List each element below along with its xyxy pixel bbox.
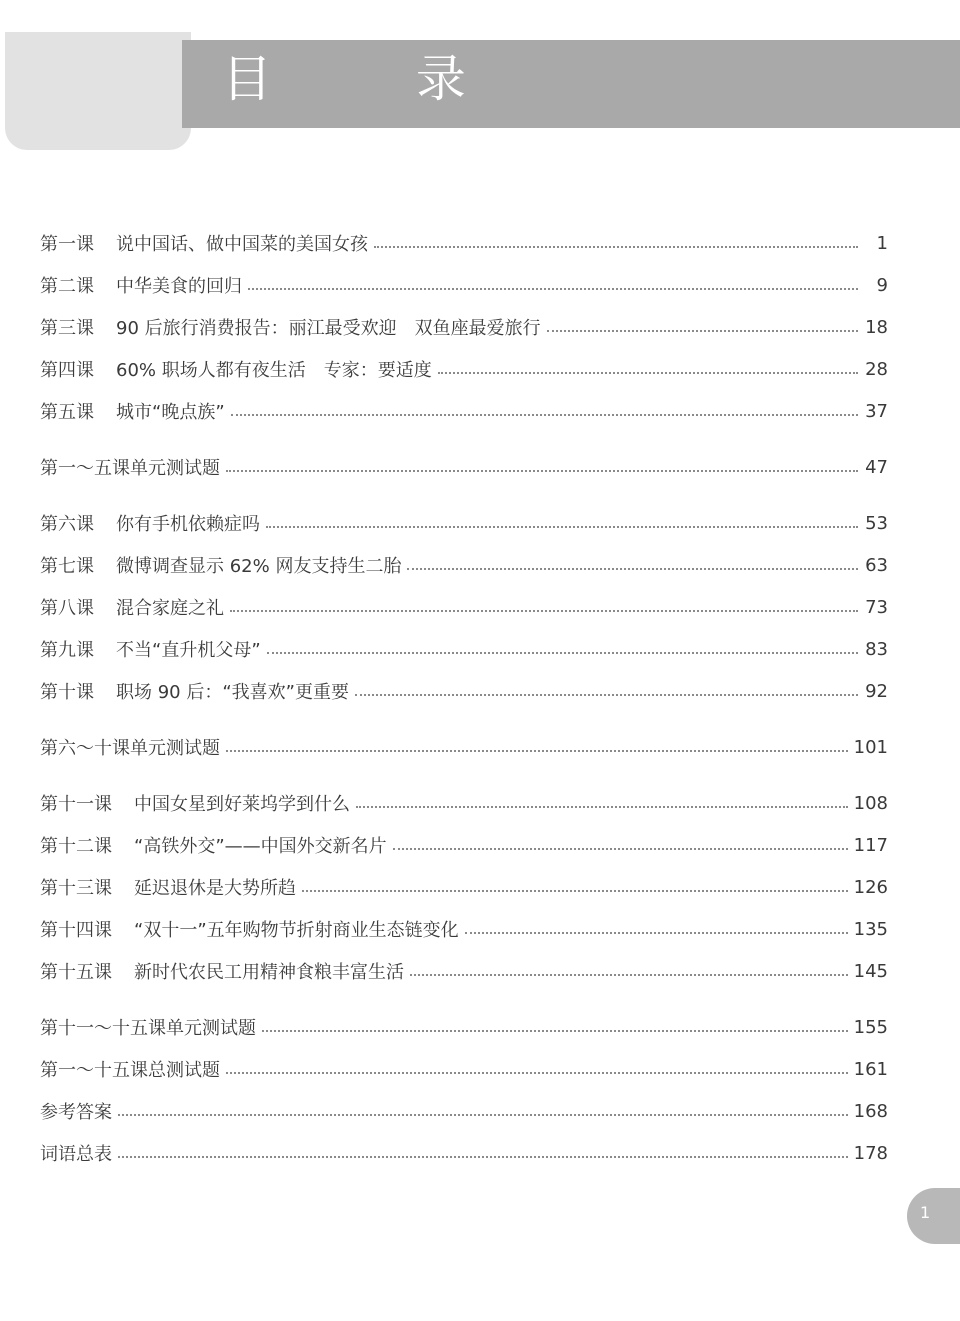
entry-title: 混合家庭之礼 bbox=[116, 598, 224, 619]
dot-leader bbox=[267, 652, 858, 654]
dot-leader bbox=[393, 848, 848, 850]
entry-title: “高铁外交”——中国外交新名片 bbox=[134, 836, 387, 857]
entry-page-number: 145 bbox=[853, 960, 888, 982]
lesson-number: 第五课 bbox=[40, 402, 94, 423]
entry-title: 城市“晚点族” bbox=[116, 402, 225, 423]
page-title: 目 录 bbox=[222, 50, 530, 108]
entry-title: 参考答案 bbox=[40, 1102, 112, 1123]
dot-leader bbox=[547, 330, 858, 332]
entry-title: 第十一～十五课单元测试题 bbox=[40, 1018, 256, 1039]
entry-title: “双十一”五年购物节折射商业生态链变化 bbox=[134, 920, 459, 941]
entry-title: 60% 职场人都有夜生活 专家：要适度 bbox=[116, 360, 432, 381]
entry-title: 中华美食的回归 bbox=[116, 276, 242, 297]
lesson-number: 第九课 bbox=[40, 640, 94, 661]
toc-entry[interactable] bbox=[40, 550, 888, 580]
entry-page-number: 161 bbox=[853, 1058, 888, 1080]
lesson-number: 第十二课 bbox=[40, 836, 112, 857]
entry-page-number: 28 bbox=[865, 358, 888, 380]
dot-leader bbox=[118, 1156, 848, 1158]
entry-page-number: 47 bbox=[865, 456, 888, 478]
entry-page-number: 1 bbox=[876, 232, 888, 254]
lesson-number: 第十一课 bbox=[40, 794, 112, 815]
entry-page-number: 83 bbox=[865, 638, 888, 660]
toc-entry[interactable] bbox=[40, 396, 888, 426]
entry-title: 微博调查显示 62% 网友支持生二胎 bbox=[116, 556, 402, 577]
dot-leader bbox=[226, 750, 848, 752]
toc-entry[interactable] bbox=[40, 956, 888, 986]
toc-entry[interactable] bbox=[40, 1096, 888, 1126]
toc-entry[interactable] bbox=[40, 872, 888, 902]
dot-leader bbox=[231, 414, 858, 416]
entry-page-number: 135 bbox=[853, 918, 888, 940]
toc-entry[interactable] bbox=[40, 1012, 888, 1042]
entry-page-number: 126 bbox=[853, 876, 888, 898]
dot-leader bbox=[248, 288, 858, 290]
entry-page-number: 63 bbox=[865, 554, 888, 576]
entry-page-number: 117 bbox=[853, 834, 888, 856]
toc-entry[interactable] bbox=[40, 228, 888, 258]
toc-entry[interactable] bbox=[40, 354, 888, 384]
entry-page-number: 9 bbox=[876, 274, 888, 296]
dot-leader bbox=[302, 890, 848, 892]
entry-page-number: 53 bbox=[865, 512, 888, 534]
entry-title: 说中国话、做中国菜的美国女孩 bbox=[116, 234, 368, 255]
entry-page-number: 73 bbox=[865, 596, 888, 618]
lesson-number: 第七课 bbox=[40, 556, 94, 577]
entry-title: 第一～十五课总测试题 bbox=[40, 1060, 220, 1081]
toc-entry[interactable] bbox=[40, 508, 888, 538]
lesson-number: 第十课 bbox=[40, 682, 94, 703]
entry-page-number: 92 bbox=[865, 680, 888, 702]
dot-leader bbox=[465, 932, 848, 934]
dot-leader bbox=[407, 568, 858, 570]
toc-entry[interactable] bbox=[40, 676, 888, 706]
lesson-number: 第三课 bbox=[40, 318, 94, 339]
dot-leader bbox=[266, 526, 858, 528]
toc-entry[interactable] bbox=[40, 452, 888, 482]
lesson-number: 第一课 bbox=[40, 234, 94, 255]
entry-page-number: 18 bbox=[865, 316, 888, 338]
dot-leader bbox=[230, 610, 858, 612]
dot-leader bbox=[374, 246, 858, 248]
toc-entry[interactable] bbox=[40, 1138, 888, 1168]
entry-title: 不当“直升机父母” bbox=[116, 640, 261, 661]
dot-leader bbox=[226, 470, 858, 472]
lesson-number: 第十五课 bbox=[40, 962, 112, 983]
toc-entry[interactable] bbox=[40, 914, 888, 944]
toc-entry[interactable] bbox=[40, 270, 888, 300]
page-number-tab bbox=[907, 1188, 960, 1244]
entry-title: 第六～十课单元测试题 bbox=[40, 738, 220, 759]
toc-entry[interactable] bbox=[40, 788, 888, 818]
entry-page-number: 178 bbox=[853, 1142, 888, 1164]
dot-leader bbox=[262, 1030, 848, 1032]
toc-entry[interactable] bbox=[40, 312, 888, 342]
toc-entry[interactable] bbox=[40, 1054, 888, 1084]
entry-page-number: 108 bbox=[853, 792, 888, 814]
lesson-number: 第十四课 bbox=[40, 920, 112, 941]
header-tab bbox=[5, 32, 191, 150]
toc-entry[interactable] bbox=[40, 634, 888, 664]
entry-title: 词语总表 bbox=[40, 1144, 112, 1165]
entry-title: 你有手机依赖症吗 bbox=[116, 514, 260, 535]
dot-leader bbox=[355, 694, 858, 696]
dot-leader bbox=[118, 1114, 848, 1116]
entry-title: 90 后旅行消费报告：丽江最受欢迎 双鱼座最爱旅行 bbox=[116, 318, 541, 339]
toc-entry[interactable] bbox=[40, 830, 888, 860]
entry-page-number: 37 bbox=[865, 400, 888, 422]
entry-page-number: 168 bbox=[853, 1100, 888, 1122]
entry-title: 中国女星到好莱坞学到什么 bbox=[134, 794, 350, 815]
entry-page-number: 155 bbox=[853, 1016, 888, 1038]
dot-leader bbox=[226, 1072, 848, 1074]
lesson-number: 第八课 bbox=[40, 598, 94, 619]
lesson-number: 第十三课 bbox=[40, 878, 112, 899]
dot-leader bbox=[438, 372, 858, 374]
entry-title: 新时代农民工用精神食粮丰富生活 bbox=[134, 962, 404, 983]
entry-title: 延迟退休是大势所趋 bbox=[134, 878, 296, 899]
lesson-number: 第四课 bbox=[40, 360, 94, 381]
lesson-number: 第六课 bbox=[40, 514, 94, 535]
entry-page-number: 101 bbox=[853, 736, 888, 758]
entry-title: 职场 90 后：“我喜欢”更重要 bbox=[116, 682, 349, 703]
toc-entry[interactable] bbox=[40, 732, 888, 762]
entry-title: 第一～五课单元测试题 bbox=[40, 458, 220, 479]
toc-entry[interactable] bbox=[40, 592, 888, 622]
lesson-number: 第二课 bbox=[40, 276, 94, 297]
dot-leader bbox=[356, 806, 848, 808]
dot-leader bbox=[410, 974, 848, 976]
page-number: 1 bbox=[920, 1203, 931, 1222]
